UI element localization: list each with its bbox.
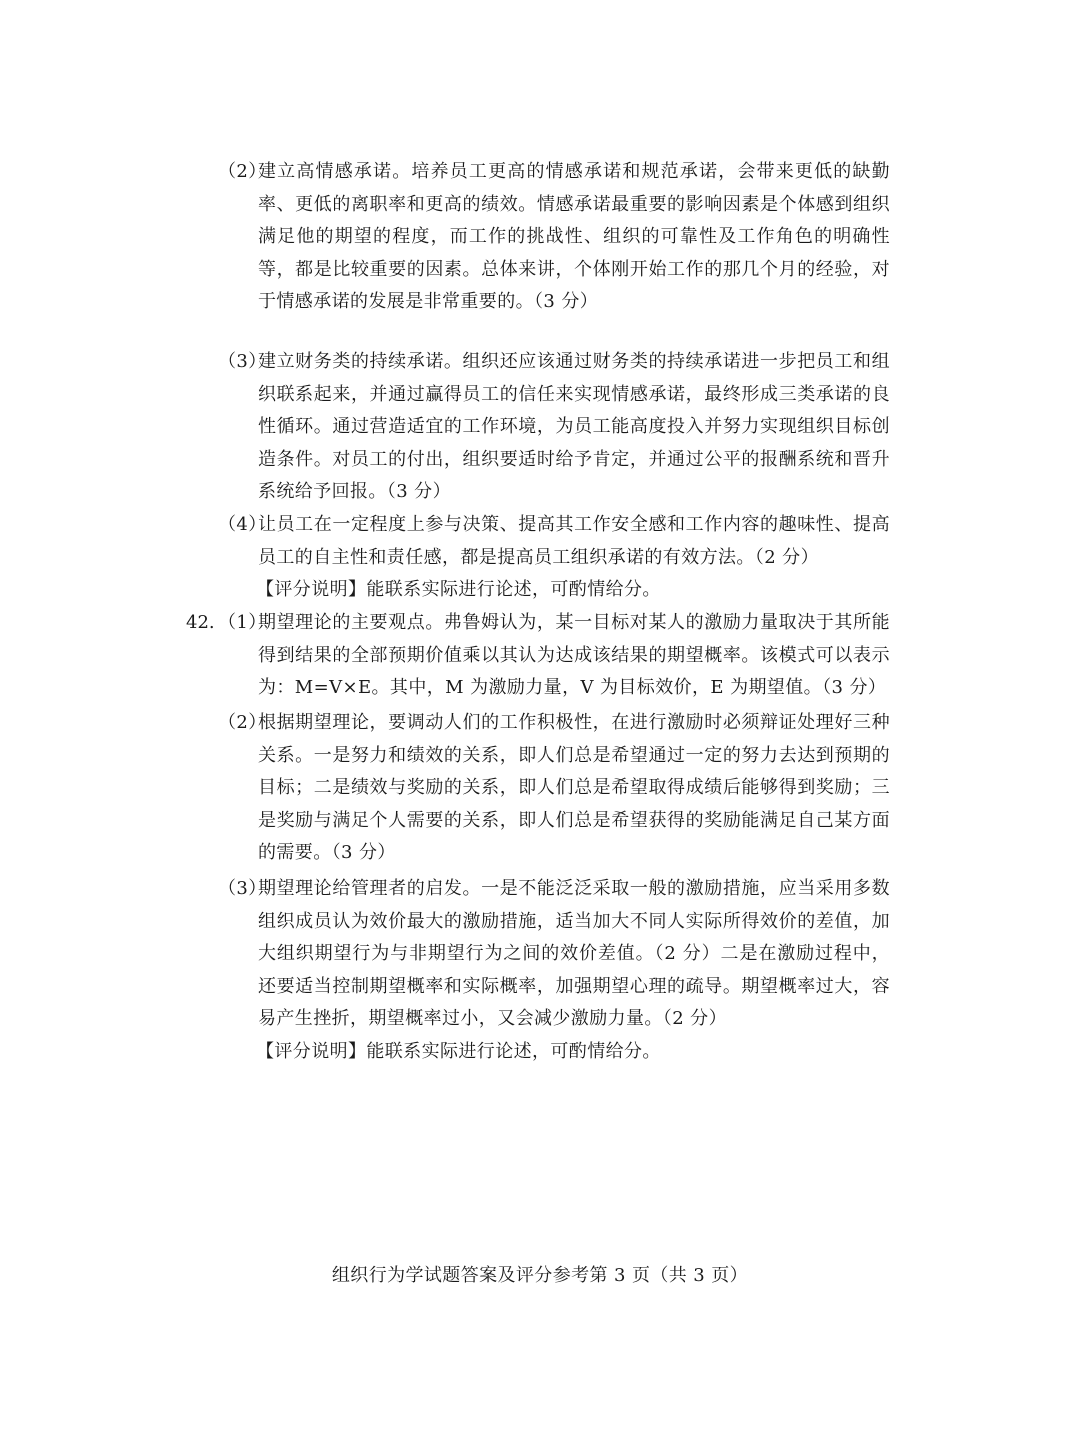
q42-item-2 <box>218 707 890 870</box>
q42-scoring-note: 【评分说明】能联系实际进行论述，可酌情给分。 <box>256 1041 661 1062</box>
item-text: 让员工在一定程度上参与决策、提高其工作安全感和工作内容的趣味性、提高员工的自主性和责任感，都是提高员工组织承诺的有效方法。（2 分） <box>258 514 890 568</box>
q42-number: 42. <box>186 612 215 633</box>
item-number: （3） <box>218 878 267 899</box>
q41-item-4 <box>218 509 890 574</box>
q42-item-3 <box>218 873 890 1036</box>
item-number: （2） <box>218 161 267 182</box>
item-text: 期望理论的主要观点。弗鲁姆认为，某一目标对某人的激励力量取决于其所能得到结果的全部预期价值乘以其认为达成该结果的期望概率。该模式可以表示为：M=V×E。其中，M 为激励力量，V 为目标效价，E 为期望值。（3 分） <box>258 612 890 699</box>
item-text: 期望理论给管理者的启发。一是不能泛泛采取一般的激励措施，应当采用多数组织成员认为效价最大的激励措施，适当加大不同人实际所得效价的差值，加大组织期望行为与非期望行为之间的效价差值。（2 分）二是在激励过程中，还要适当控制期望概率和实际概率，加强期望心理的疏导。期望概率过大，容易产生挫折，期望概率过小，又会减少激励力量。（2 分） <box>258 878 890 1030</box>
q41-scoring-note: 【评分说明】能联系实际进行论述，可酌情给分。 <box>256 579 661 600</box>
q42-item-1 <box>218 607 890 705</box>
item-text: 建立财务类的持续承诺。组织还应该通过财务类的持续承诺进一步把员工和组织联系起来，并通过赢得员工的信任来实现情感承诺，最终形成三类承诺的良性循环。通过营造适宜的工作环境，为员工能高度投入并努力实现组织目标创造条件。对员工的付出，组织要适时给予肯定，并通过公平的报酬系统和晋升系统给予回报。（3 分） <box>258 351 890 503</box>
item-text: 根据期望理论，要调动人们的工作积极性，在进行激励时必须辩证处理好三种关系。一是努力和绩效的关系，即人们总是希望通过一定的努力去达到预期的目标；二是绩效与奖励的关系，即人们总是希望取得成绩后能够得到奖励；三是奖励与满足个人需要的关系，即人们总是希望获得的奖励能满足自己某方面的需要。（3 分） <box>258 712 890 864</box>
q41-item-2 <box>218 156 890 319</box>
item-number: （4） <box>218 514 267 535</box>
item-text: 建立高情感承诺。培养员工更高的情感承诺和规范承诺，会带来更低的缺勤率、更低的离职率和更高的绩效。情感承诺最重要的影响因素是个体感到组织满足他的期望的程度，而工作的挑战性、组织的可靠性及工作角色的明确性等，都是比较重要的因素。总体来讲，个体刚开始工作的那几个月的经验，对于情感承诺的发展是非常重要的。（3 分） <box>258 161 890 313</box>
item-number: （3） <box>218 351 267 372</box>
page-footer: 组织行为学试题答案及评分参考第 3 页（共 3 页） <box>331 1265 749 1286</box>
item-number: （1） <box>218 612 267 633</box>
q41-item-3 <box>218 346 890 509</box>
item-number: （2） <box>218 712 267 733</box>
